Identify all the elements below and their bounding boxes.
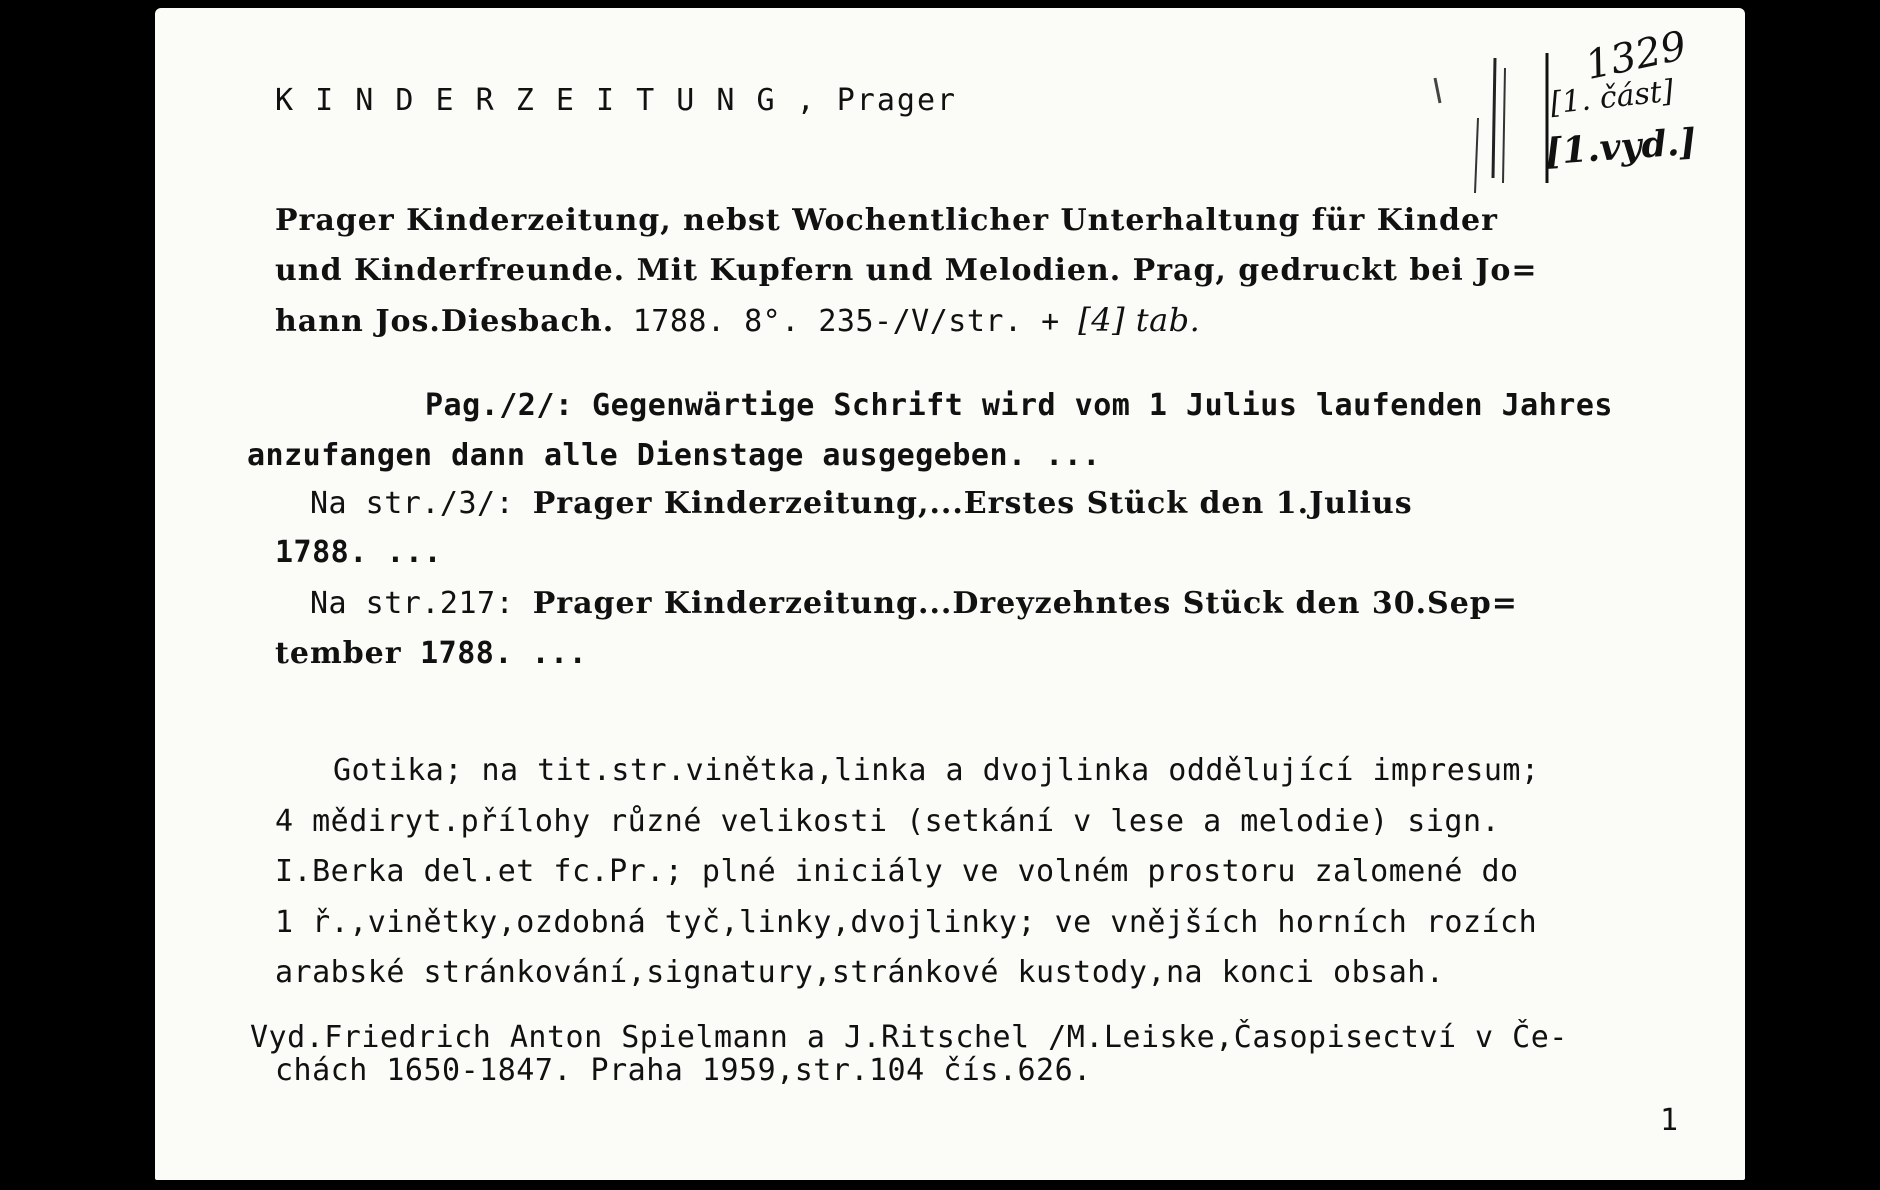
handwritten-part: [1. část] bbox=[1548, 73, 1676, 122]
handwritten-number: 1329 bbox=[1581, 22, 1691, 90]
quote-2-prefix: Na str./3/: bbox=[310, 486, 515, 521]
description-line-5: arabské stránkování,signatury,stránkové kustody,na konci obsah. bbox=[275, 955, 1445, 990]
quote-1-line-2: anzufangen dann alle Dienstage ausgegeben. ... bbox=[247, 438, 1101, 473]
quote-3-line-1 bbox=[310, 586, 1518, 621]
reference-line-1: Vyd.Friedrich Anton Spielmann a J.Ritschel /M.Leiske,Časopisectví v Če- bbox=[250, 1020, 1568, 1055]
quote-3-line-2-fraktur: tember bbox=[275, 636, 402, 671]
quote-3-line-2 bbox=[275, 636, 587, 671]
title-line-3-typed: 1788. 8°. 235-/V/str. + bbox=[632, 304, 1060, 339]
quote-2-line-2: 1788. ... bbox=[275, 535, 443, 570]
page-number: 1 bbox=[1660, 1103, 1679, 1138]
description-line-1: Gotika; na tit.str.vinětka,linka a dvojlinka oddělující impresum; bbox=[333, 753, 1540, 788]
quote-1-line-1: Pag./2/: Gegenwärtige Schrift wird vom 1 Julius laufenden Jahres bbox=[425, 388, 1613, 423]
description-line-2: 4 mědiryt.přílohy různé velikosti (setkání v lese a melodie) sign. bbox=[275, 804, 1501, 839]
card-title: K I N D E R Z E I T U N G , Prager bbox=[275, 83, 958, 118]
handwritten-edition: [1.vyd.] bbox=[1543, 120, 1698, 174]
quote-2-line-1 bbox=[310, 486, 1413, 521]
title-line-3 bbox=[275, 301, 1200, 339]
quote-3-prefix: Na str.217: bbox=[310, 586, 515, 621]
reference-line-2: chách 1650-1847. Praha 1959,str.104 čís.626. bbox=[275, 1053, 1092, 1088]
catalog-card bbox=[155, 8, 1745, 1180]
quote-3-line-2-typed: 1788. ... bbox=[420, 636, 588, 671]
title-line-3-handwritten: [4] tab. bbox=[1078, 301, 1201, 339]
title-line-2: und Kinderfreunde. Mit Kupfern und Melodien. Prag, gedruckt bei Jo= bbox=[275, 253, 1538, 288]
title-line-3-fraktur: hann Jos.Diesbach. bbox=[275, 304, 615, 339]
quote-3-fraktur: Prager Kinderzeitung...Dreyzehntes Stück den 30.Sep= bbox=[532, 586, 1518, 621]
title-line-1: Prager Kinderzeitung, nebst Wochentlicher Unterhaltung für Kinder bbox=[275, 203, 1498, 238]
description-line-3: I.Berka del.et fc.Pr.; plné iniciály ve volném prostoru zalomené do bbox=[275, 854, 1519, 889]
description-line-4: 1 ř.,vinětky,ozdobná tyč,linky,dvojlinky; ve vnějších horních rozích bbox=[275, 905, 1538, 940]
quote-2-fraktur: Prager Kinderzeitung,...Erstes Stück den 1.Julius bbox=[532, 486, 1413, 521]
